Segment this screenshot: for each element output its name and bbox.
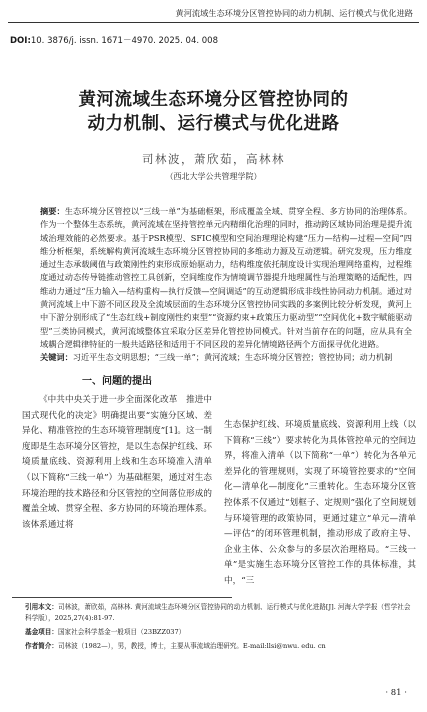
page-number: · 81 · [385, 688, 407, 698]
author-list: 司林波，萧欣茹，高林林 [142, 152, 285, 166]
footnote-rule [12, 597, 232, 598]
paper-title [0, 88, 427, 136]
header-rule [8, 22, 419, 23]
keywords-label: 关键词： [40, 352, 73, 362]
affiliation: （西北大学公共管理学院） [165, 172, 262, 181]
running-head: 黄河流域生态环境分区管控协同的动力机制、运行模式与优化进路 [175, 8, 413, 18]
abstract [40, 205, 412, 351]
author-text: 司林波（1982—），男，教授，博士，主要从事流域治理研究。E-mail:llsi@nwu. edu. cn [57, 642, 326, 650]
right-column [224, 418, 416, 590]
doi-line [10, 34, 218, 46]
citation-text: 司林波，萧欣茹，高林林. 黄河流域生态环境分区管控协同的动力机制、运行模式与优化进路[J]. 河海大学学报（哲学社会科学版），2025,27(4):81-97. [25, 603, 411, 622]
fund-footnote [25, 627, 415, 638]
keywords [40, 351, 412, 364]
author-footnote [25, 641, 415, 652]
title-line-1: 黄河流域生态环境分区管控协同的 [78, 90, 349, 110]
author-label: 作者简介： [25, 642, 58, 650]
title-line-2: 动力机制、运行模式与优化进路 [87, 114, 340, 134]
left-column-text: 《中共中央关于进一步全面深化改革 推进中国式现代化的决定》明确提出要“实施分区域、差异化、精准管控的生态环境管理制度”[1]。这一制度即是生态环境分区管控，是以生态保护红线、环境质量底线、资源利用上线和生态环境准入清单（以下简称“三线一单”）为基础框架，通过对生态环境治理的技术路径和分区管控的空间落位形成的覆盖全域、贯穿全程、多方协同的环境治理体系。该体系通过将 [22, 395, 212, 530]
left-column [22, 372, 212, 533]
right-column-text: 生态保护红线、环境质量底线、资源利用上线（以下简称“三线”）要求转化为具体管控单元的空间边界，将准入清单（以下简称“一单”）转化为各单元差异化的管理规则，实现了环境管控要求的“空间化—清单化—制度化”三重转化。生态环境分区管控体系不仅通过“划框子、定规则”强化了空间规划与环境管理的政策协同，更通过建立“单元—清单—评估”的闭环管理机制，推动形成了政府主导、企业主体、公众参与的多层次治理格局。“三线一单”是实施生态环境分区管控工作的具体标准，其中，“三 [224, 420, 416, 586]
keywords-text: 习近平生态文明思想；“三线一单”；黄河流域；生态环境分区管控；管控协同；动力机制 [72, 352, 393, 362]
section-heading: 一、问题的提出 [82, 376, 152, 387]
doi-value[interactable]: 10. 3876/j. issn. 1671－4970. 2025. 04. 008 [30, 36, 218, 46]
citation-footnote [25, 602, 415, 624]
doi-label: DOI: [10, 36, 31, 46]
abstract-label: 摘要： [40, 206, 65, 216]
abstract-text: 生态环境分区管控以“三线一单”为基础框架，形成覆盖全域、贯穿全程、多方协同的治理体系。作为一个整体生态系统，黄河流域在坚持管控单元内精细化治理的同时，推动跨区域协同治理是提升流域治理效能的必然要求。基于PSR模型、SFIC模型和空间治理理论构建“压力—结构—过程—空间”四维分析框架，系统解构黄河流域生态环境分区管控协同的多维动力源及互动逻辑。研究发现，压力维度通过生态承载阈值与政策刚性约束形成原始驱动力，结构维度依托制度设计实现治理网络重构，过程维度通过动态传导链推动管控工具创新，空间维度作为情境调节器提升地理属性与治理策略的适配性，四维动力通过“压力输入—结构重构—执行反馈—空间调适”的互动逻辑形成非线性协同动力机制。通过对黄河流域上中下游不同区段及全流域层面的生态环境分区管控协同实践的多案例比较分析发现，黄河上中下游分别形成了“生态红线+制度刚性约束型”“资源约束+政策压力驱动型”“空间优化+数字赋能驱动型”三类协同模式，黄河流域整体宜采取分区差异化管控协同模式。针对当前存在的问题，应从具有全域耦合逻辑律特征的一般共适路径和适用于不同区段的差异化情境路径两个方面探寻优化进路。 [40, 206, 412, 349]
fund-label: 基金项目： [25, 628, 58, 636]
citation-label: 引用本文： [25, 603, 58, 611]
fund-text: 国家社会科学基金一般项目（23BZZ037） [57, 628, 186, 636]
